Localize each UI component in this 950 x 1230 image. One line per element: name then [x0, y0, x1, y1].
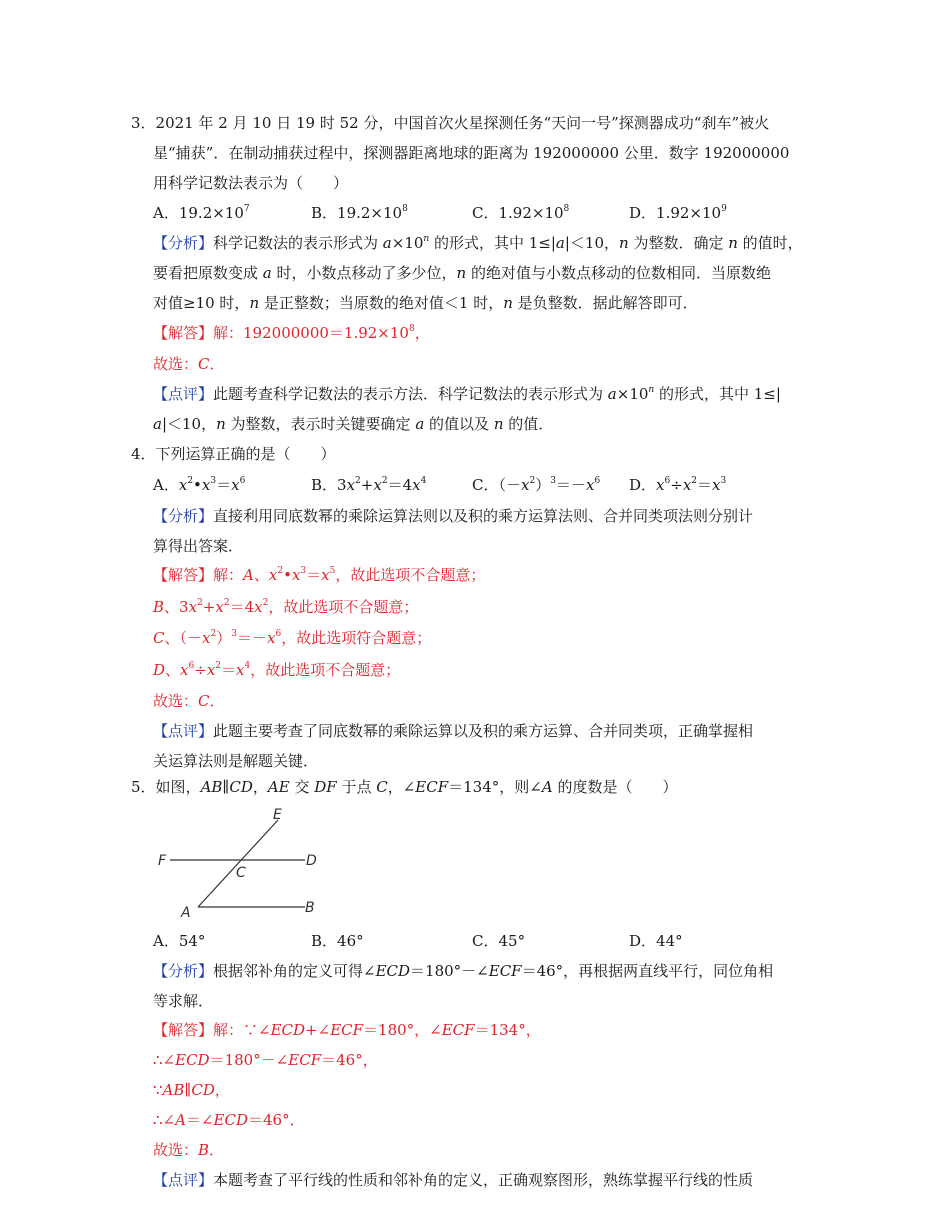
- q4-option-c: C．$(-x^2)^3=-x^6$: [472, 476, 601, 494]
- q5-answer-line1: 【解答】解：∵∠ECD+∠ECF＝180°，∠ECF＝134°，: [153, 1021, 541, 1039]
- q5-answer-line2: ∴∠ECD＝180°－∠ECF＝46°，: [153, 1051, 378, 1069]
- q4-option-d: D．$x^6\div x^2=x^3$: [629, 476, 727, 494]
- comment-tag: 【点评】: [153, 1171, 214, 1189]
- q3-analysis-line2: 要看把原数变成 a 时，小数点移动了多少位，n 的绝对值与小数点移动的位数相同．当原数绝: [153, 264, 771, 282]
- label-a: A: [181, 905, 191, 921]
- q3-option-d: D．$1.92\times 10^9$: [629, 204, 727, 222]
- q4-answer-line1: 【解答】解：A、$x^2•x^3=x^5$，故此选项不合题意；: [153, 566, 486, 584]
- q5-option-d: D．44°: [629, 932, 683, 950]
- question-number: 3．: [131, 114, 156, 132]
- q5-choice: 故选：B．: [153, 1141, 225, 1159]
- q3-choice: 故选：C．: [153, 355, 225, 373]
- question-number: 4．: [131, 445, 156, 463]
- label-d: D: [306, 853, 317, 869]
- q5-option-b: B．46°: [311, 932, 364, 950]
- q3-stem-line1: [131, 113, 769, 133]
- q3-comment-line1: 【点评】此题考查科学记数法的表示方法．科学记数法的表示形式为 $a\times 10^n$ 的形式，其中 1≤|: [153, 385, 781, 403]
- q5-analysis-line1: 【分析】根据邻补角的定义可得∠ECD＝180°－∠ECF＝46°，再根据两直线平行，同位角相: [153, 962, 774, 980]
- stem-text: 2021 年 2 月 10 日 19 时 52 分，中国首次火星探测任务“天问一号”探测器成功“刹车”被火: [155, 114, 770, 132]
- q4-comment-line1: 【点评】此题主要考查了同底数幂的乘除运算以及积的乘方运算、合并同类项，正确掌握相: [153, 722, 754, 740]
- q4-comment-line2: 关运算法则是解题关键．: [153, 752, 319, 770]
- q5-answer-line4: ∴∠A＝∠ECD＝46°．: [153, 1111, 305, 1129]
- q3-option-c: C．$1.92\times 10^8$: [472, 204, 570, 222]
- q4-answer-line3: C、$(-x^2)^3=-x^6$，故此选项符合题意；: [153, 629, 432, 647]
- analysis-tag: 【分析】: [153, 234, 214, 252]
- q5-option-c: C．45°: [472, 932, 526, 950]
- q3-stem-line2: 星“捕获”．在制动捕获过程中，探测器距离地球的距离为 192000000 公里．数字 192000000: [153, 144, 790, 162]
- q3-answer: 【解答】解：$192000000=1.92\times 10^8$，: [153, 324, 430, 342]
- q5-option-a: A．54°: [153, 932, 206, 950]
- q3-analysis-line1: 【分析】科学记数法的表示形式为 $a\times 10^n$ 的形式，其中 1≤|a|＜10，n 为整数．确定 n 的值时，: [153, 234, 803, 252]
- q3-option-a: A．$19.2\times 10^7$: [153, 204, 250, 222]
- q3-option-b: B．$19.2\times 10^8$: [311, 204, 408, 222]
- q4-analysis-line2: 算得出答案．: [153, 537, 244, 555]
- q4-answer-line2: B、$3x^2+x^2=4x^2$，故此选项不合题意；: [153, 598, 419, 616]
- q3-stem-line3: 用科学记数法表示为（ ）: [153, 174, 349, 192]
- q4-analysis-line1: 【分析】直接利用同底数幂的乘除运算法则以及积的乘方运算法则、合并同类项法则分别计: [153, 507, 754, 525]
- label-b: B: [305, 900, 315, 916]
- q3-comment-line2: a|＜10，n 为整数，表示时关键要确定 a 的值以及 n 的值．: [153, 415, 554, 433]
- comment-tag: 【点评】: [153, 722, 214, 740]
- q5-comment-line1: 【点评】本题考查了平行线的性质和邻补角的定义，正确观察图形，熟练掌握平行线的性质: [153, 1171, 754, 1189]
- analysis-tag: 【分析】: [153, 962, 214, 980]
- q4-answer-line4: D、$x^6\div x^2=x^4$，故此选项不合题意；: [153, 661, 401, 679]
- q5-answer-line3: ∵AB∥CD，: [153, 1081, 230, 1099]
- question-number: 5．: [131, 778, 156, 796]
- label-f: F: [158, 853, 167, 869]
- label-c: C: [236, 865, 246, 881]
- q5-analysis-line2: 等求解．: [153, 992, 214, 1010]
- q4-option-a: A．$x^2•x^3=x^6$: [153, 476, 246, 494]
- answer-tag: 【解答】: [153, 566, 214, 584]
- label-e: E: [273, 807, 282, 823]
- answer-tag: 【解答】: [153, 1021, 214, 1039]
- answer-tag: 【解答】: [153, 324, 214, 342]
- q4-option-b: B．$3x^2+x^2=4x^4$: [311, 476, 427, 494]
- q3-analysis-line3: 对值≥10 时，n 是正整数；当原数的绝对值＜1 时，n 是负整数．据此解答即可．: [153, 294, 698, 312]
- q5-stem: 5．如图，AB∥CD，AE 交 DF 于点 C，∠ECF＝134°，则∠A 的度数是（ ）: [131, 778, 678, 796]
- q4-choice: 故选：C．: [153, 692, 225, 710]
- comment-tag: 【点评】: [153, 385, 214, 403]
- analysis-tag: 【分析】: [153, 507, 214, 525]
- parallel-lines-figure: [150, 802, 330, 922]
- line-ae: [198, 820, 278, 907]
- q4-stem: 4．下列运算正确的是（ ）: [131, 445, 336, 463]
